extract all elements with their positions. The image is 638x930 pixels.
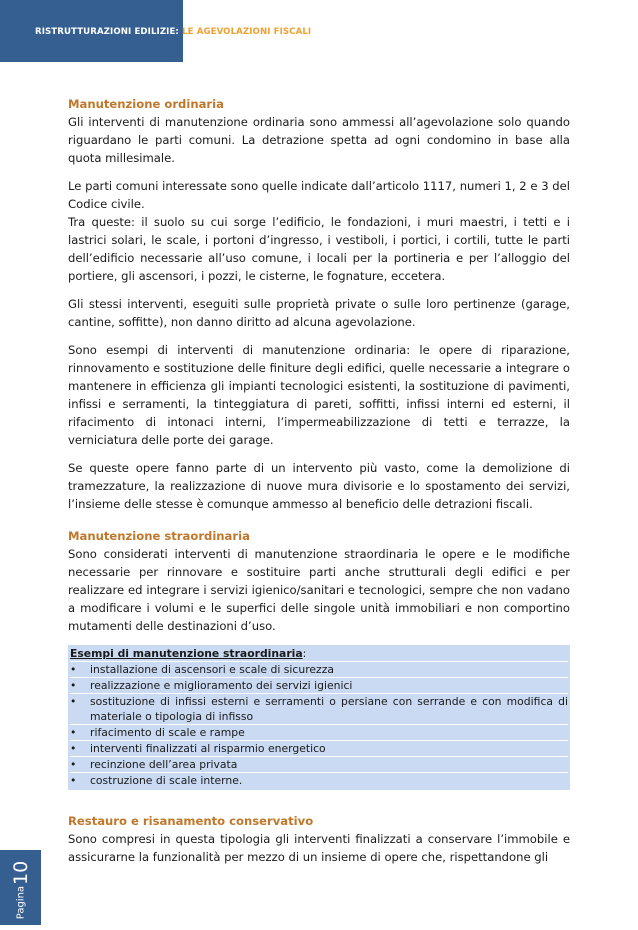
bullet-icon: • — [70, 661, 90, 677]
list-item: • rifacimento di scale e rampe — [68, 724, 570, 740]
paragraph: Gli interventi di manutenzione ordinaria sono ammessi all’agevolazione solo quando riguardano le parti comuni. La detrazione spetta ad ogni condomino in base alla quota millesimale. — [68, 115, 570, 165]
bullet-icon: • — [70, 756, 90, 772]
bullet-icon: • — [70, 677, 90, 693]
bullet-icon: • — [70, 693, 90, 724]
list-item: • interventi finalizzati al risparmio energetico — [68, 740, 570, 756]
bullet-icon: • — [70, 772, 90, 788]
heading-manutenzione-straordinaria: Manutenzione straordinaria — [68, 529, 250, 543]
page-label: Pagina — [15, 885, 27, 920]
header-title-sub: LE AGEVOLAZIONI FISCALI — [182, 27, 312, 37]
bullet-icon: • — [70, 724, 90, 740]
examples-title: Esempi di manutenzione straordinaria: — [70, 647, 307, 660]
heading-manutenzione-ordinaria: Manutenzione ordinaria — [68, 97, 224, 111]
list-item: • installazione di ascensori e scale di sicurezza — [68, 661, 570, 677]
page-number-value: 10 — [10, 860, 32, 885]
heading-restauro: Restauro e risanamento conservativo — [68, 814, 314, 828]
list-item: • recinzione dell’area privata — [68, 756, 570, 772]
examples-box — [68, 645, 570, 790]
paragraph: Sono esempi di interventi di manutenzione ordinaria: le opere di riparazione, rinnovamento e sostituzione delle finiture degli edifici, quelle necessarie a integrare o mantenere in efficienza gli impianti tecnologici esistenti, la sostituzione di pavimenti, infissi e serramenti, la tinteggiatura di pareti, soffitti, infissi interni ed esterni, il rifacimento di intonaci interni, l’impermeabilizzazione di tetti e terrazze, la verniciatura delle porte dei garage. — [68, 343, 570, 447]
running-header — [35, 27, 311, 37]
list-item: • sostituzione di infissi esterni e serramenti o persiane con serrande e con modifica di materiale o tipologia di infisso — [70, 695, 568, 723]
page-content — [68, 95, 570, 866]
paragraph: Tra queste: il suolo su cui sorge l’edificio, le fondazioni, i muri maestri, i tetti e i lastrici solari, le scale, i portoni d’ingresso, i vestiboli, i portici, i cortili, tutte le parti dell’edificio necessarie all’uso comune, i locali per la portineria e per l’alloggio del portiere, gli ascensori, i pozzi, le cisterne, le fognature, eccetera. — [68, 215, 570, 283]
list-item: • realizzazione e miglioramento dei servizi igienici — [68, 677, 570, 693]
paragraph: Le parti comuni interessate sono quelle indicate dall’articolo 1117, numeri 1, 2 e 3 del Codice civile. — [68, 179, 570, 211]
paragraph: Gli stessi interventi, eseguiti sulle proprietà private o sulle loro pertinenze (garage, cantine, soffitte), non danno diritto ad alcuna agevolazione. — [68, 297, 570, 329]
paragraph: Se queste opere fanno parte di un intervento più vasto, come la demolizione di tramezzature, la realizzazione di nuove mura divisorie e lo spostamento dei servizi, l’insieme delle stesse è comunque ammesso al beneficio delle detrazioni fiscali. — [68, 461, 570, 511]
bullet-icon: • — [70, 740, 90, 756]
list-item: • costruzione di scale interne. — [68, 772, 570, 788]
paragraph: Sono compresi in questa tipologia gli interventi finalizzati a conservare l’immobile e assicurarne la funzionalità per mezzo di un insieme di opere che, rispettandone gli — [68, 832, 570, 864]
header-title-main: RISTRUTTURAZIONI EDILIZIE: — [35, 27, 179, 37]
paragraph: Sono considerati interventi di manutenzione straordinaria le opere e le modifiche necessarie per rinnovare e sostituire parti anche strutturali degli edifici e per realizzare ed integrare i servizi igienico/sanitari e tecnologici, sempre che non vadano a modificare i volumi e le superfici delle singole unità immobiliari e non comportino mutamenti delle destinazioni d’uso. — [68, 547, 570, 633]
